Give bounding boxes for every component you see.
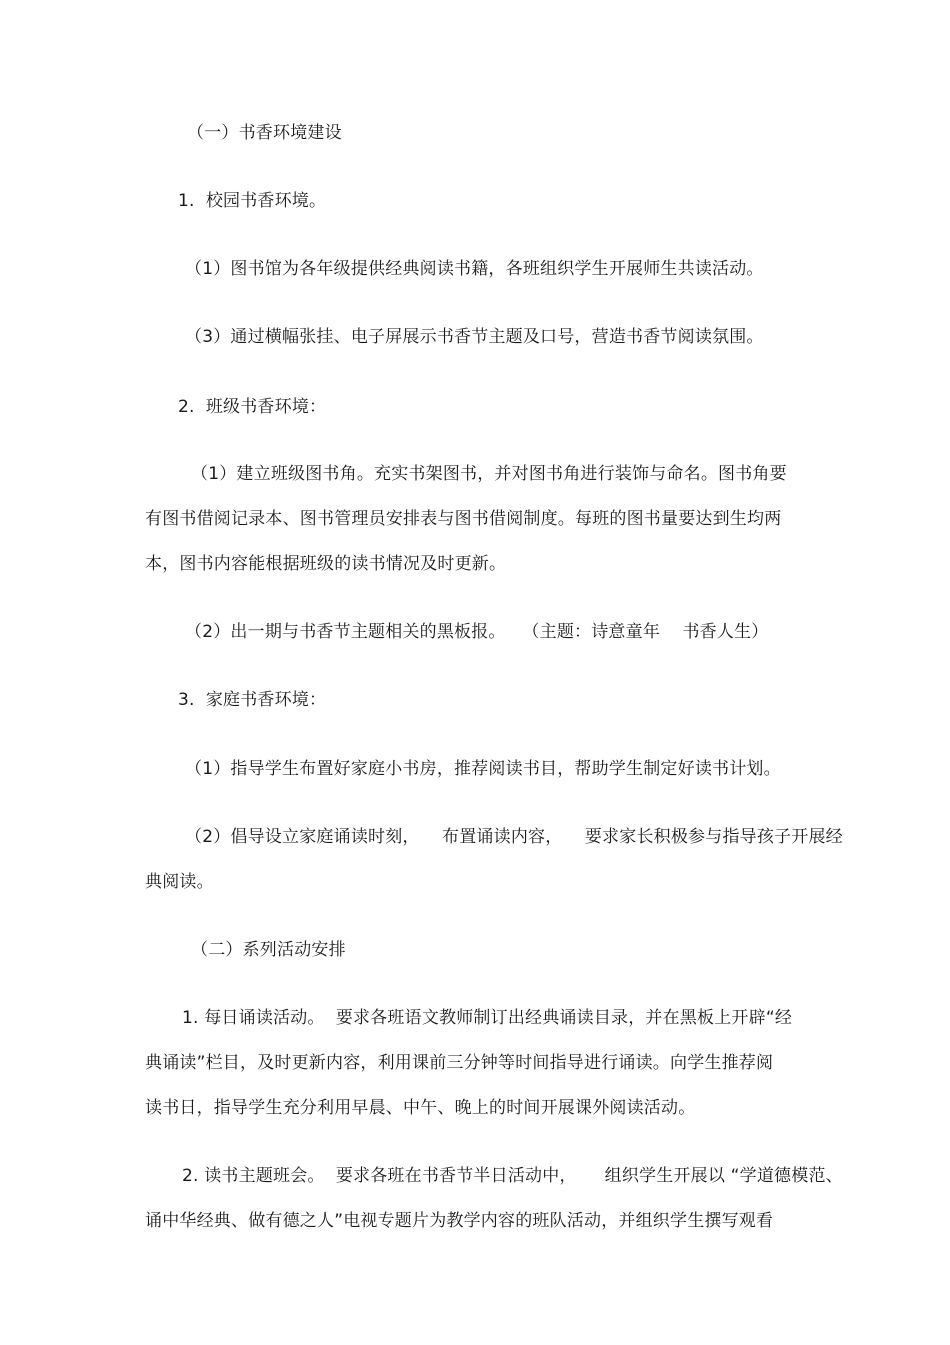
section-heading-2: （二）系列活动安排 bbox=[191, 940, 346, 960]
paragraph-line: 1. 每日诵读活动。 要求各班语文教师制订出经典诵读目录，并在黑板上开辟“经 bbox=[182, 1008, 793, 1028]
paragraph-line: 2. 读书主题班会。 要求各班在书香节半日活动中， 组织学生开展以 “学道德模范、 bbox=[182, 1166, 843, 1186]
paragraph-line: 读书日，指导学生充分利用早晨、中午、晚上的时间开展课外阅读活动。 bbox=[145, 1098, 696, 1118]
paragraph-line: （1）建立班级图书角。充实书架图书，并对图书角进行装饰与命名。图书角要 bbox=[191, 464, 787, 484]
item-heading-3: 3. 家庭书香环境： bbox=[178, 690, 327, 710]
paragraph-line: （2）出一期与书香节主题相关的黑板报。 （主题：诗意童年 书香人生） bbox=[185, 622, 769, 642]
paragraph-line: 诵中华经典、做有德之人”电视专题片为教学内容的班队活动，并组织学生撰写观看 bbox=[145, 1211, 774, 1231]
section-heading-1: （一）书香环境建设 bbox=[187, 123, 342, 143]
paragraph-line: 有图书借阅记录本、图书管理员安排表与图书借阅制度。每班的图书量要达到生均两 bbox=[145, 509, 782, 529]
paragraph-line: 典阅读。 bbox=[145, 872, 214, 892]
item-heading-2: 2. 班级书香环境： bbox=[178, 397, 327, 417]
paragraph-line: 本，图书内容能根据班级的读书情况及时更新。 bbox=[145, 554, 507, 574]
paragraph-line: （2）倡导设立家庭诵读时刻， 布置诵读内容， 要求家长积极参与指导孩子开展经 bbox=[185, 827, 843, 847]
paragraph-line: （1）指导学生布置好家庭小书房，推荐阅读书目，帮助学生制定好读书计划。 bbox=[185, 759, 781, 779]
paragraph-line: （3）通过横幅张挂、电子屏展示书香节主题及口号，营造书香节阅读氛围。 bbox=[185, 327, 764, 347]
paragraph-line: 典诵读”栏目，及时更新内容，利用课前三分钟等时间指导进行诵读。向学生推荐阅 bbox=[145, 1053, 774, 1073]
item-heading-1: 1. 校园书香环境。 bbox=[178, 191, 327, 211]
paragraph-line: （1）图书馆为各年级提供经典阅读书籍，各班组织学生开展师生共读活动。 bbox=[185, 259, 764, 279]
